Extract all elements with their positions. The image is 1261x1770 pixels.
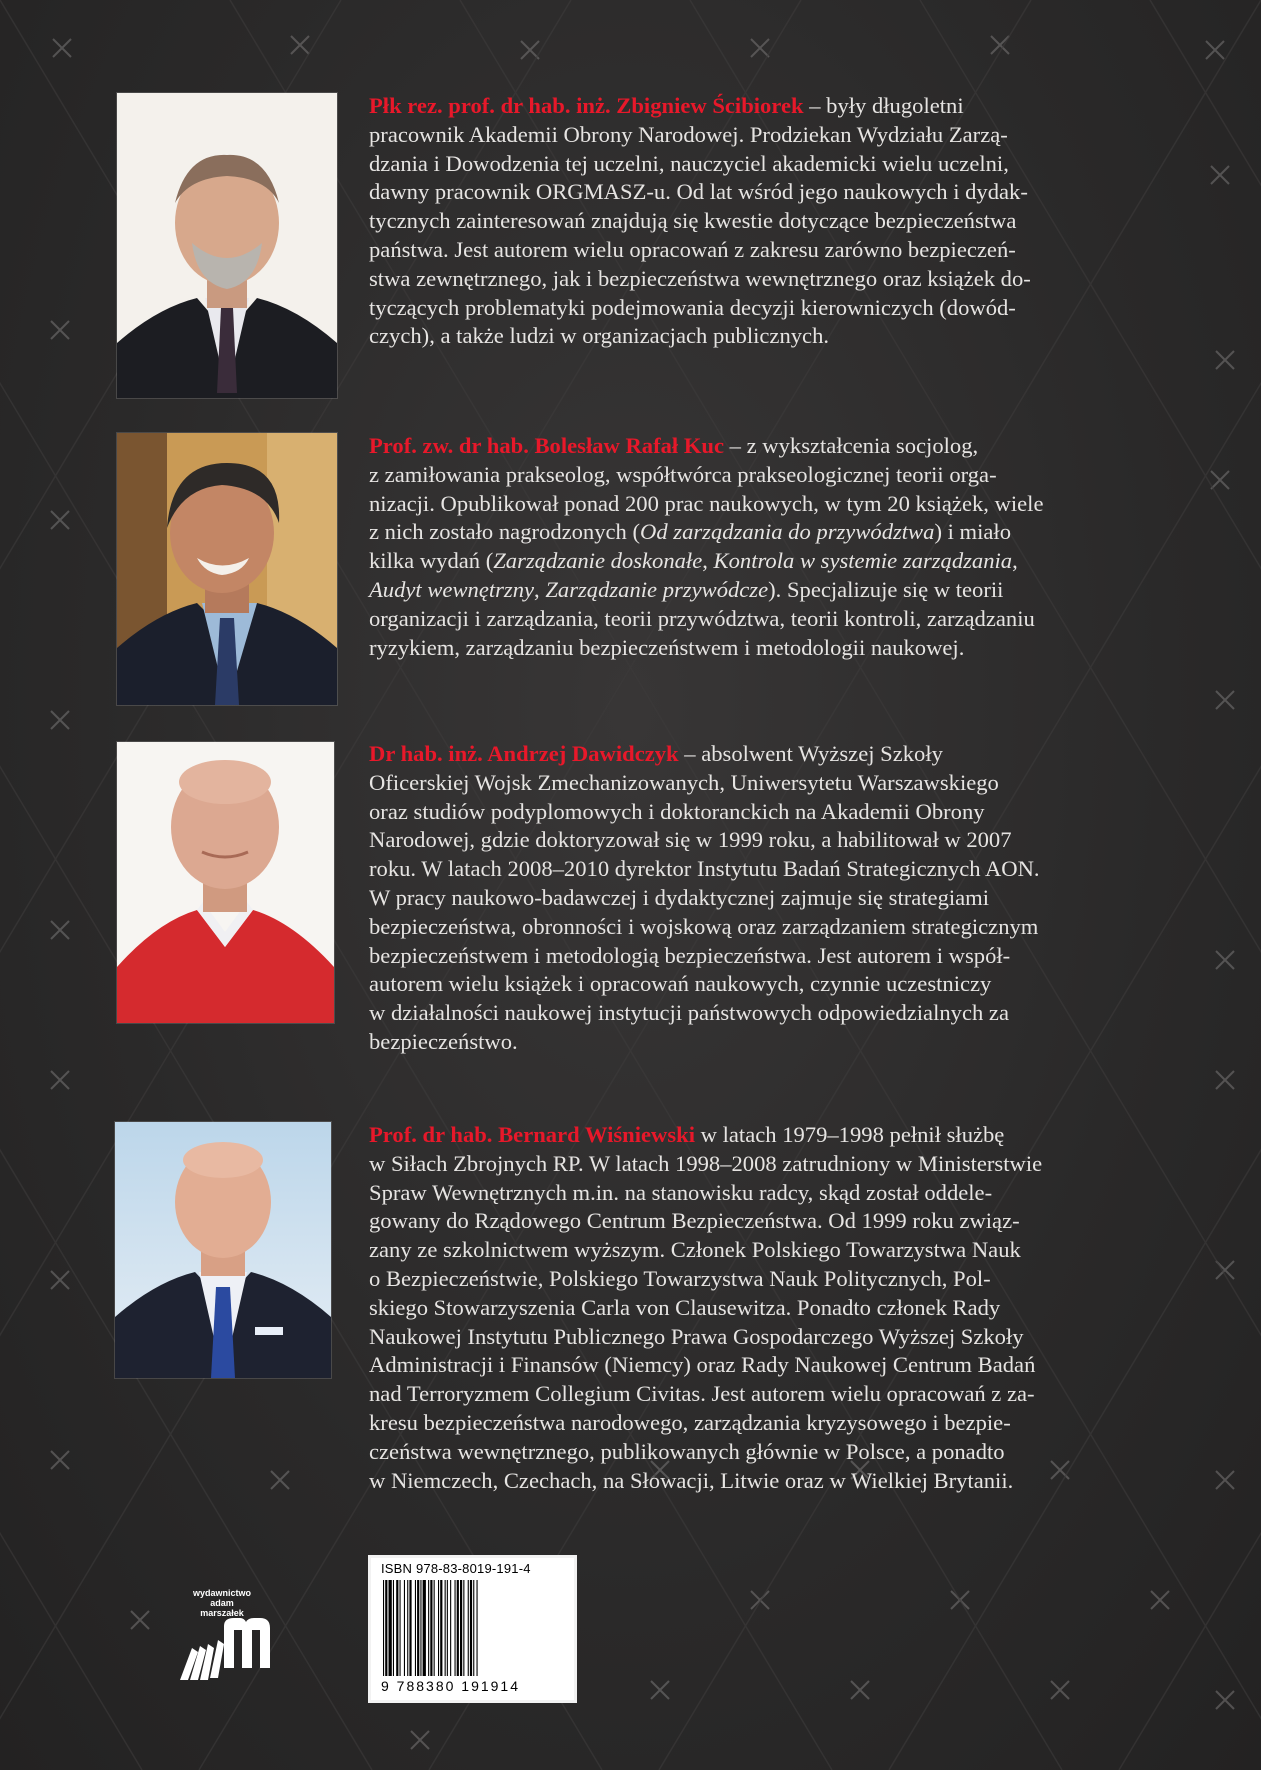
bio-line: nizacji. Opublikował ponad 200 prac naukowych, w tym 20 książek, wiele xyxy=(369,490,1044,516)
bio-line: stwa zewnętrznego, jak i bezpieczeństwa wewnętrznego oraz książek do- xyxy=(369,265,1031,291)
x-mark xyxy=(1051,1681,1069,1699)
x-mark xyxy=(51,511,69,529)
bio-line: zany ze szkolnictwem wyższym. Członek Polskiego Towarzystwa Nauk xyxy=(369,1237,1021,1263)
x-mark xyxy=(1216,1691,1234,1709)
barcode-bar xyxy=(409,1580,411,1676)
bio-line: państwa. Jest autorem wielu opracowań z zakresu zarówno bezpieczeń- xyxy=(369,236,1016,262)
author-photo-dawidczyk xyxy=(117,742,334,1023)
x-mark xyxy=(51,1271,69,1289)
portrait-photo-icon xyxy=(117,742,334,1023)
x-mark xyxy=(1151,1591,1169,1609)
author-bio-text-dawidczyk xyxy=(369,740,1135,1057)
x-mark xyxy=(51,1071,69,1089)
barcode-bar xyxy=(385,1580,387,1676)
bio-line: pracownik Akademii Obrony Narodowej. Prodziekan Wydziału Zarzą- xyxy=(369,121,1008,147)
barcode-bar xyxy=(445,1580,446,1676)
x-mark xyxy=(651,1681,669,1699)
x-mark xyxy=(1216,1071,1234,1089)
author-photo-kuc xyxy=(117,433,337,705)
barcode-bar xyxy=(477,1580,478,1676)
bio-line: ryzykiem, zarządzaniu bezpieczeństwem i metodologii naukowej. xyxy=(369,634,965,660)
bio-line: autorem wielu książek i opracowań naukowych, czynnie uczestniczy xyxy=(369,971,992,997)
bio-line: organizacji i zarządzania, teorii przywództwa, teorii kontroli, zarządzaniu xyxy=(369,605,1035,631)
x-mark xyxy=(1206,41,1224,59)
barcode-bar xyxy=(468,1580,469,1676)
barcode-icon xyxy=(381,1580,561,1676)
x-mark xyxy=(411,1731,429,1749)
author-photo-wisniewski xyxy=(115,1122,331,1378)
bio-line: oraz studiów podyplomowych i doktoranckich na Akademii Obrony xyxy=(369,798,985,824)
x-mark xyxy=(1216,351,1234,369)
author-bio-text-kuc xyxy=(369,432,1135,662)
bio-line: nad Terroryzmem Collegium Civitas. Jest autorem wielu opracowań z za- xyxy=(369,1381,1035,1407)
barcode-bar xyxy=(455,1580,456,1676)
barcode-bar xyxy=(400,1580,401,1676)
isbn-label: ISBN 978-83-8019-191-4 xyxy=(381,1561,531,1576)
bio-line: W pracy naukowo-badawczej i dydaktycznej zajmuje się strategiami xyxy=(369,884,990,910)
bio-line: Płk rez. prof. dr hab. inż. Zbigniew Ścibiorek – były długoletni xyxy=(369,93,964,118)
barcode-bar xyxy=(430,1580,432,1676)
barcode-bar xyxy=(423,1580,426,1676)
bio-line: bezpieczeństwem i metodologią bezpieczeństwa. Jest autorem i współ- xyxy=(369,942,1011,968)
x-mark xyxy=(291,36,309,54)
bio-line: Oficerskiej Wojsk Zmechanizowanych, Uniwersytetu Warszawskiego xyxy=(369,769,999,795)
x-mark xyxy=(51,711,69,729)
barcode-bar xyxy=(438,1580,439,1676)
portrait-photo-icon xyxy=(117,93,337,398)
bio-line: czych), a także ludzi w organizacjach publicznych. xyxy=(369,323,830,349)
bio-line: Narodowej, gdzie doktoryzował się w 1999 roku, a habilitował w 2007 xyxy=(369,827,1012,853)
author-name: Prof. zw. dr hab. Bolesław Rafał Kuc xyxy=(369,433,725,458)
x-mark xyxy=(131,1611,149,1629)
bio-line: w działalności naukowej instytucji państwowych odpowiedzialnych za xyxy=(369,1000,1009,1026)
publisher-logo xyxy=(172,1582,272,1682)
bio-line: skiego Stowarzyszenia Carla von Clausewitza. Ponadto członek Rady xyxy=(369,1294,1001,1320)
barcode-bar xyxy=(463,1580,464,1676)
bio-line: roku. W latach 2008–2010 dyrektor Instytutu Badań Strategicznych AON. xyxy=(369,856,1040,882)
x-mark xyxy=(1211,471,1229,489)
book-title: Zarządzanie doskonałe xyxy=(493,548,703,574)
barcode-bar xyxy=(383,1580,384,1676)
barcode-bar xyxy=(420,1580,421,1676)
barcode-bar xyxy=(457,1580,459,1676)
portrait-photo-icon xyxy=(117,433,337,705)
book-title: Kontrola w systemie zarządzania xyxy=(713,548,1013,574)
barcode-bar xyxy=(434,1580,435,1676)
x-mark xyxy=(1216,951,1234,969)
bio-line: kresu bezpieczeństwa narodowego, zarządzania kryzysowego i bezpie- xyxy=(369,1409,1011,1435)
bio-line: dawny pracownik ORGMASZ-u. Od lat wśród jego naukowych i dydak- xyxy=(369,179,1028,205)
x-mark xyxy=(51,921,69,939)
bio-line: czeństwa wewnętrznego, publikowanych głównie w Polsce, a ponadto xyxy=(369,1438,1005,1464)
bio-line: Spraw Wewnętrznych m.in. na stanowisku radcy, skąd został oddele- xyxy=(369,1179,993,1205)
barcode-bar xyxy=(415,1580,416,1676)
bio-line: z nich zostało nagrodzonych (Od zarządzania do przywództwa) i miało xyxy=(369,519,1011,545)
barcode-number: 9 788380 191914 xyxy=(381,1678,520,1694)
barcode-bar xyxy=(393,1580,394,1676)
author-bio-text-scibiorek xyxy=(369,92,1135,351)
x-mark xyxy=(521,41,539,59)
barcode-bar xyxy=(389,1580,392,1676)
bio-line: Administracji i Finansów (Niemcy) oraz Rady Naukowej Centrum Badań xyxy=(369,1352,1036,1378)
x-mark xyxy=(271,1471,289,1489)
barcode-bar xyxy=(404,1580,405,1676)
barcode-bar xyxy=(447,1580,448,1676)
x-mark xyxy=(53,39,71,57)
publisher-name: wydawnictwo adam marszałek xyxy=(192,1588,251,1618)
bio-line: gowany do Rządowego Centrum Bezpieczeństwa. Od 1999 roku związ- xyxy=(369,1208,1020,1234)
bio-line: w Niemczech, Czechach, na Słowacji, Litwie oraz w Wielkiej Brytanii. xyxy=(369,1467,1014,1493)
author-name: Dr hab. inż. Andrzej Dawidczyk xyxy=(369,741,679,766)
bio-line: Audyt wewnętrzny, Zarządzanie przywódcze). Specjalizuje się w teorii xyxy=(369,576,1004,602)
bio-line: Prof. dr hab. Bernard Wiśniewski w latach 1979–1998 pełnił służbę xyxy=(369,1122,1005,1147)
bio-line: bezpieczeństwo. xyxy=(369,1028,518,1054)
author-photo-scibiorek xyxy=(117,93,337,398)
bio-line: w Siłach Zbrojnych RP. W latach 1998–2008 zatrudniony w Ministerstwie xyxy=(369,1150,1043,1176)
x-mark xyxy=(1211,166,1229,184)
barcode-bar xyxy=(473,1580,474,1676)
barcode-bar xyxy=(396,1580,398,1676)
barcode-bar xyxy=(417,1580,419,1676)
author-name: Płk rez. prof. dr hab. inż. Zbigniew Ścibiorek xyxy=(369,93,804,118)
portrait-photo-icon xyxy=(115,1122,331,1378)
bio-line: o Bezpieczeństwie, Polskiego Towarzystwa Nauk Politycznych, Pol- xyxy=(369,1265,991,1291)
bio-line: kilka wydań (Zarządzanie doskonałe, Kontrola w systemie zarządzania, xyxy=(369,548,1018,574)
barcode-bar xyxy=(440,1580,442,1676)
isbn-barcode-box xyxy=(368,1555,577,1703)
x-mark xyxy=(1216,691,1234,709)
bio-line: Prof. zw. dr hab. Bolesław Rafał Kuc – z wykształcenia socjolog, xyxy=(369,433,979,458)
barcode-bar xyxy=(428,1580,429,1676)
x-mark xyxy=(751,39,769,57)
book-title: Zarządzanie przywódcze xyxy=(545,576,769,602)
bio-line: z zamiłowania prakseolog, współtwórca prakseologicznej teorii orga- xyxy=(369,461,997,487)
bio-line: tyczących problematyki podejmowania decyzji kierowniczych (dowód- xyxy=(369,294,1016,320)
x-mark xyxy=(751,1591,769,1609)
barcode-bar xyxy=(450,1580,451,1676)
barcode-bar xyxy=(407,1580,408,1676)
bio-line: tycznych zainteresowań znajdują się kwestie dotyczące bezpieczeństwa xyxy=(369,208,1017,234)
barcode-bar xyxy=(460,1580,462,1676)
x-mark xyxy=(851,1681,869,1699)
bio-line: bezpieczeństwa, obronności i wojskową oraz zarządzaniem strategicznym xyxy=(369,913,1039,939)
author-name: Prof. dr hab. Bernard Wiśniewski xyxy=(369,1122,695,1147)
x-mark xyxy=(1216,1471,1234,1489)
x-mark xyxy=(51,321,69,339)
barcode-bar xyxy=(470,1580,472,1676)
diagonal-line xyxy=(1150,0,1261,1770)
bio-line: dzania i Dowodzenia tej uczelni, nauczyciel akademicki wielu uczelni, xyxy=(369,150,1009,176)
x-mark xyxy=(51,1451,69,1469)
bio-line: Naukowej Instytutu Publicznego Prawa Gospodarczego Wyższej Szkoły xyxy=(369,1323,1024,1349)
author-bio-text-wisniewski xyxy=(369,1121,1135,1495)
bio-line: Dr hab. inż. Andrzej Dawidczyk – absolwent Wyższej Szkoły xyxy=(369,741,943,766)
book-title: Od zarządzania do przywództwa xyxy=(640,519,935,545)
publisher-logo-icon xyxy=(180,1618,270,1682)
book-title: Audyt wewnętrzny xyxy=(369,576,535,602)
